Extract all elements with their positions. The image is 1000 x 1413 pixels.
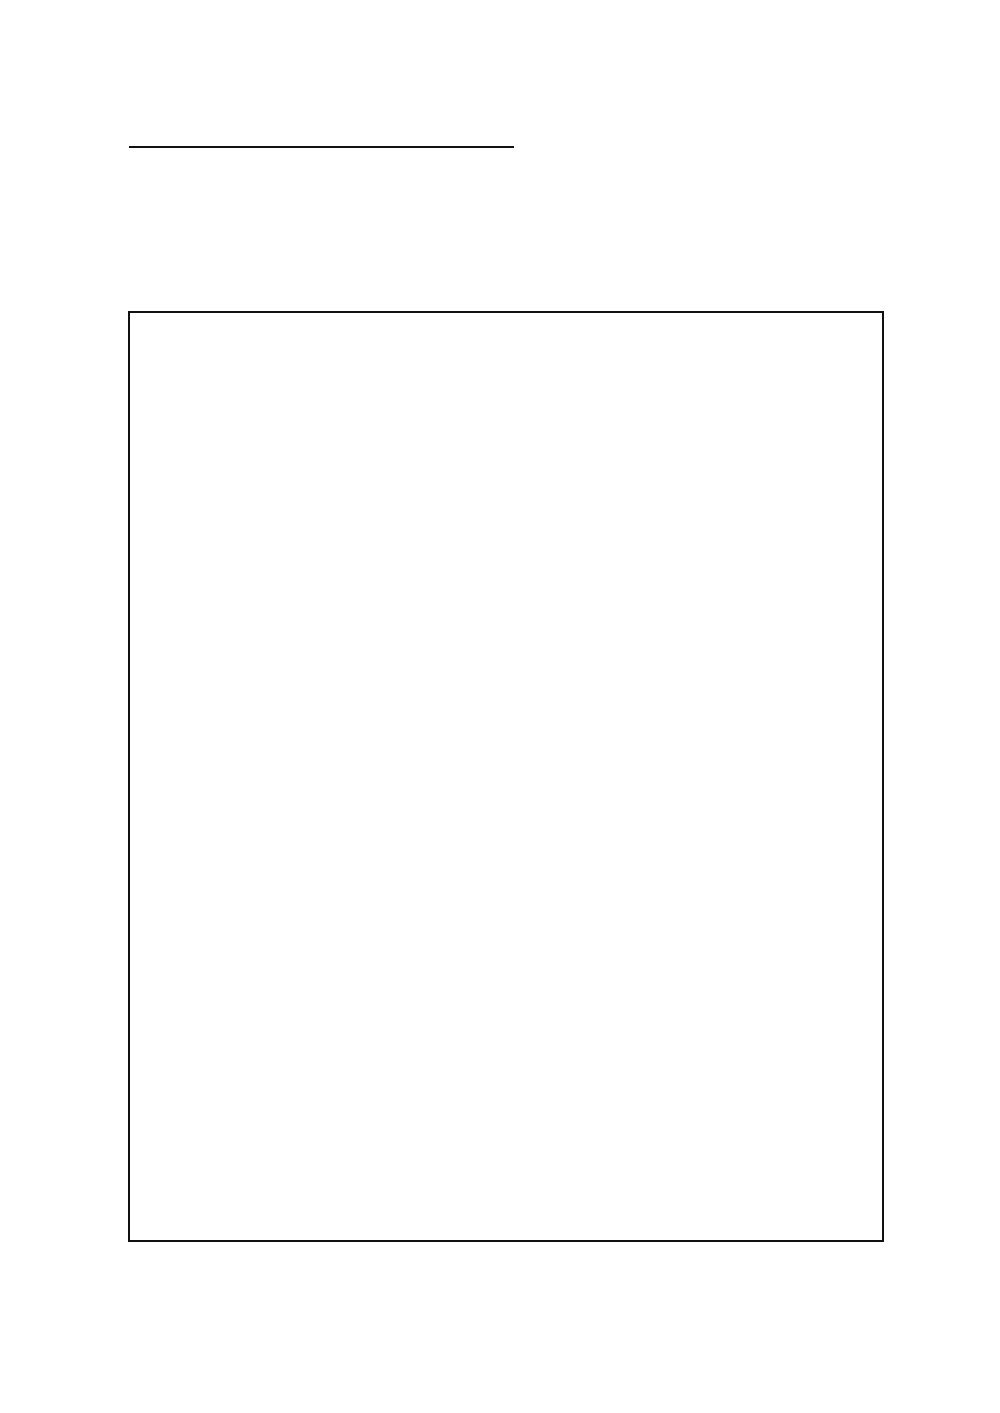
liveworksheets-logo <box>965 1378 990 1399</box>
logo-icon <box>965 1378 986 1399</box>
worksheet-grid <box>128 311 884 1242</box>
name-blank-line[interactable] <box>129 124 514 148</box>
name-field <box>121 124 514 148</box>
